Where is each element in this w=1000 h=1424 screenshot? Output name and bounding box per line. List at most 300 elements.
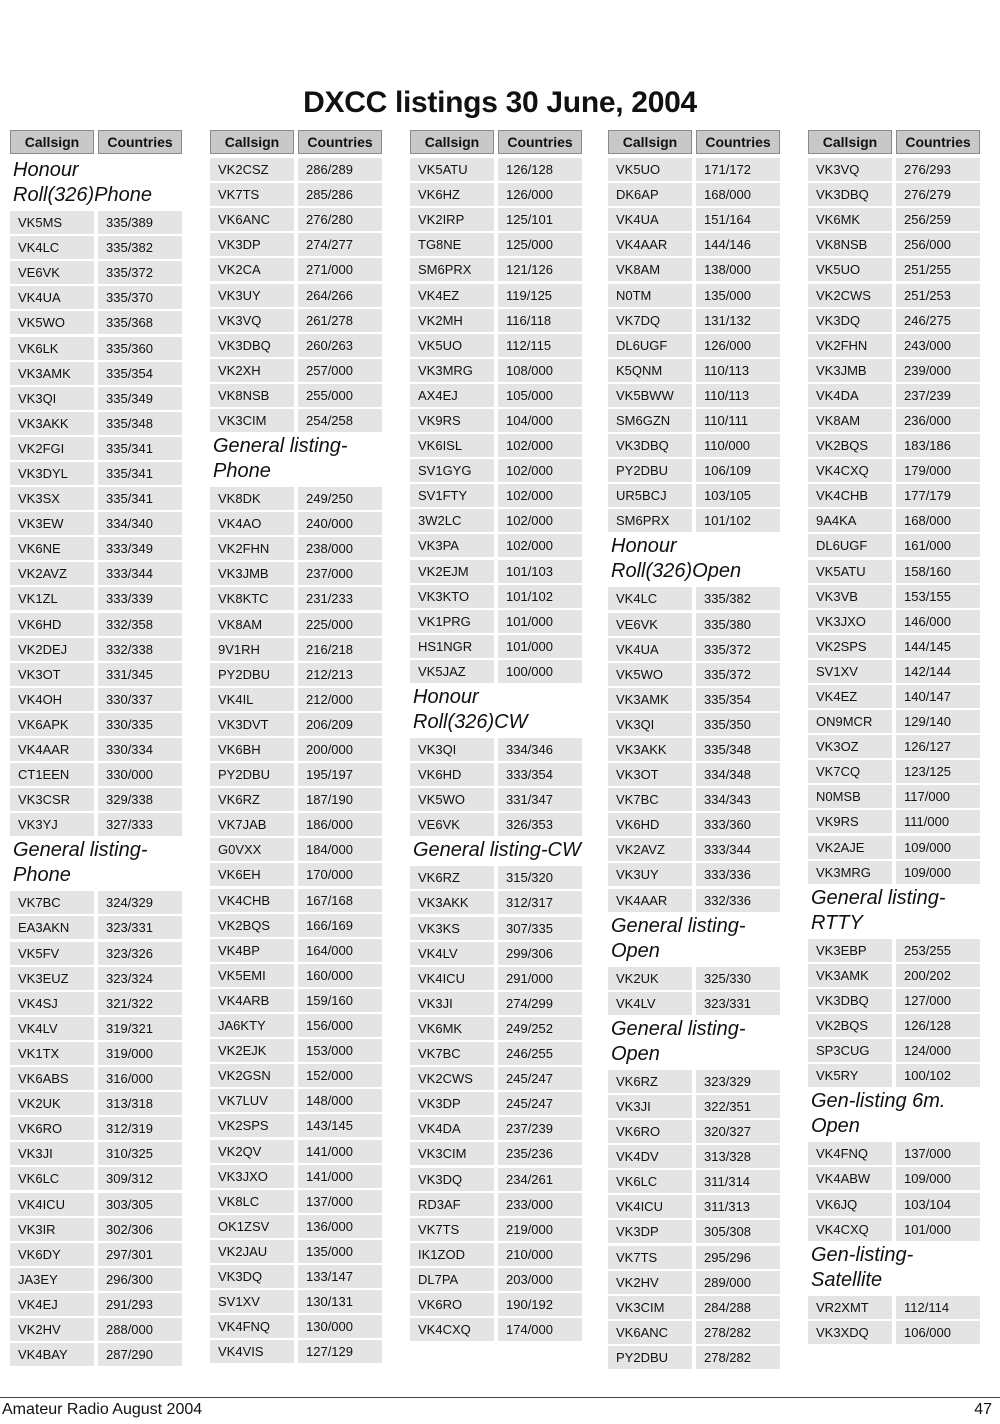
table-row: [410, 1267, 582, 1292]
table-row: [10, 1242, 182, 1267]
countries-cell: 333/354: [498, 763, 582, 786]
table-row: [608, 812, 780, 837]
countries-cell: 257/000: [298, 359, 382, 382]
table-row: [210, 837, 382, 862]
countries-cell: 333/360: [696, 813, 780, 836]
callsign-cell: VK2SPS: [808, 635, 892, 658]
callsign-cell: VK6LC: [10, 1167, 94, 1190]
section-heading: General listing-CW: [413, 839, 581, 862]
countries-cell: 110/113: [696, 384, 780, 407]
table-row: [808, 207, 980, 232]
countries-cell: 203/000: [498, 1268, 582, 1291]
table-row: [10, 966, 182, 991]
table-row: [210, 888, 382, 913]
countries-cell: 144/145: [896, 635, 980, 658]
callsign-cell: N0TM: [608, 284, 692, 307]
callsign-cell: VK6HZ: [410, 183, 494, 206]
callsign-cell: VK3KTO: [410, 585, 494, 608]
table-row: [410, 1066, 582, 1091]
callsign-cell: VK2BQS: [808, 434, 892, 457]
countries-cell: 335/349: [98, 387, 182, 410]
footer-publication: Amateur Radio August 2004: [2, 1401, 203, 1418]
table-row: [608, 232, 780, 257]
callsign-cell: VK7DQ: [608, 309, 692, 332]
table-row: [10, 787, 182, 812]
countries-cell: 335/389: [98, 211, 182, 234]
countries-cell: 333/336: [696, 863, 780, 886]
countries-cell: 334/340: [98, 512, 182, 535]
countries-cell: 335/354: [98, 362, 182, 385]
countries-cell: 335/368: [98, 311, 182, 334]
callsign-cell: VK6EH: [210, 863, 294, 886]
countries-cell: 140/147: [896, 685, 980, 708]
table-row: [608, 282, 780, 307]
countries-cell: 276/293: [896, 158, 980, 181]
table-row: [10, 1141, 182, 1166]
table-row: [808, 282, 980, 307]
countries-cell: 121/126: [498, 258, 582, 281]
table-row: [410, 383, 582, 408]
table-row: [608, 1144, 780, 1169]
callsign-cell: VK4FNQ: [808, 1142, 892, 1165]
countries-cell: 126/128: [498, 158, 582, 181]
countries-cell: 274/277: [298, 233, 382, 256]
countries-cell: 260/263: [298, 334, 382, 357]
countries-cell: 146/000: [896, 610, 980, 633]
table-row: [608, 637, 780, 662]
column-header: [210, 130, 382, 154]
callsign-cell: VK4VIS: [210, 1340, 294, 1363]
table-row: [210, 787, 382, 812]
countries-cell: 321/322: [98, 992, 182, 1015]
callsign-cell: VK7BC: [608, 788, 692, 811]
callsign-cell: VK6BH: [210, 738, 294, 761]
countries-cell: 101/000: [896, 1218, 980, 1241]
countries-cell: 130/000: [298, 1315, 382, 1338]
countries-cell: 101/103: [498, 560, 582, 583]
callsign-cell: VK3DQ: [410, 1168, 494, 1191]
countries-cell: 127/129: [298, 1340, 382, 1363]
countries-cell: 264/266: [298, 284, 382, 307]
callsign-cell: VK3DQ: [808, 309, 892, 332]
countries-cell: 187/190: [298, 788, 382, 811]
callsign-cell: VK6NE: [10, 537, 94, 560]
countries-cell: 295/296: [696, 1246, 780, 1269]
callsign-cell: VK2AJE: [808, 836, 892, 859]
table-row: [608, 182, 780, 207]
callsign-cell: VK4CXQ: [808, 459, 892, 482]
countries-cell: 246/255: [498, 1042, 582, 1065]
callsign-cell: VK3AKK: [410, 891, 494, 914]
table-row: [608, 991, 780, 1016]
callsign-cell: VK4CHB: [808, 484, 892, 507]
countries-cell: 104/000: [498, 409, 582, 432]
table-row: [410, 787, 582, 812]
callsign-cell: VK6RZ: [608, 1070, 692, 1093]
table-row: [608, 508, 780, 533]
table-row: [808, 308, 980, 333]
callsign-cell: VK6LK: [10, 337, 94, 360]
callsign-cell: ON9MCR: [808, 710, 892, 733]
callsign-cell: VK4SJ: [10, 992, 94, 1015]
countries-cell: 170/000: [298, 863, 382, 886]
callsign-cell: VK2FGI: [10, 437, 94, 460]
table-row: [210, 308, 382, 333]
table-row: [808, 559, 980, 584]
table-row: [410, 508, 582, 533]
countries-cell: 190/192: [498, 1293, 582, 1316]
callsign-cell: VK3DP: [410, 1092, 494, 1115]
table-row: [210, 1239, 382, 1264]
countries-cell: 323/331: [98, 916, 182, 939]
countries-cell: 141/000: [298, 1140, 382, 1163]
table-row: [210, 1264, 382, 1289]
callsign-cell: VK6HD: [410, 763, 494, 786]
countries-cell: 296/300: [98, 1268, 182, 1291]
callsign-cell: VK6ABS: [10, 1067, 94, 1090]
callsign-cell: VK3DP: [608, 1220, 692, 1243]
callsign-cell: VR2XMT: [808, 1296, 892, 1319]
table-row: [410, 157, 582, 182]
table-row: [10, 890, 182, 915]
listing-column: [410, 130, 582, 1342]
table-row: [10, 737, 182, 762]
table-row: [410, 533, 582, 558]
callsign-cell: VK3EBP: [808, 939, 892, 962]
countries-cell: 116/118: [498, 309, 582, 332]
countries-cell: 253/255: [896, 939, 980, 962]
callsign-cell: SV1XV: [210, 1290, 294, 1313]
callsign-cell: VK6APK: [10, 713, 94, 736]
table-row: [608, 1345, 780, 1370]
callsign-cell: VK4DA: [410, 1117, 494, 1140]
countries-cell: 109/000: [896, 836, 980, 859]
countries-cell: 126/000: [696, 334, 780, 357]
countries-cell: 333/344: [98, 562, 182, 585]
table-row: [10, 1016, 182, 1041]
table-row: [210, 963, 382, 988]
countries-cell: 234/261: [498, 1168, 582, 1191]
section-heading: Gen-listing-Satellite: [811, 1243, 914, 1291]
callsign-cell: VK4LC: [608, 587, 692, 610]
table-row: [608, 483, 780, 508]
table-row: [808, 1013, 980, 1038]
countries-cell: 137/000: [298, 1190, 382, 1213]
countries-cell: 124/000: [896, 1039, 980, 1062]
countries-cell: 164/000: [298, 939, 382, 962]
column-header: [608, 130, 780, 154]
callsign-cell: DL6UGF: [808, 534, 892, 557]
callsign-cell: PY2DBU: [210, 663, 294, 686]
table-row: [210, 988, 382, 1013]
countries-cell: 323/329: [696, 1070, 780, 1093]
table-row: [808, 458, 980, 483]
countries-cell: 335/382: [98, 236, 182, 259]
table-row: [10, 1166, 182, 1191]
callsign-cell: VK2MH: [410, 309, 494, 332]
listing-column: [608, 130, 780, 1370]
callsign-cell: TG8NE: [410, 233, 494, 256]
callsign-cell: VK3SX: [10, 487, 94, 510]
countries-cell: 152/000: [298, 1064, 382, 1087]
callsign-cell: VK3CIM: [210, 409, 294, 432]
callsign-cell: VK3JMB: [808, 359, 892, 382]
callsign-cell: VK4IL: [210, 688, 294, 711]
table-row: [608, 586, 780, 611]
callsign-cell: VK2AVZ: [10, 562, 94, 585]
table-row: [808, 483, 980, 508]
countries-cell: 311/314: [696, 1170, 780, 1193]
countries-cell: 102/000: [498, 534, 582, 557]
countries-cell: 278/282: [696, 1346, 780, 1369]
table-row: [410, 762, 582, 787]
callsign-cell: VK4CXQ: [410, 1318, 494, 1341]
table-row: [210, 938, 382, 963]
header-callsign: Callsign: [608, 130, 692, 154]
countries-cell: 219/000: [498, 1218, 582, 1241]
callsign-cell: VK1TX: [10, 1042, 94, 1065]
callsign-cell: VK5UO: [410, 334, 494, 357]
callsign-cell: VK3YJ: [10, 813, 94, 836]
callsign-cell: VK3XDQ: [808, 1321, 892, 1344]
countries-cell: 245/247: [498, 1092, 582, 1115]
callsign-cell: VK4ICU: [410, 967, 494, 990]
table-row: [10, 386, 182, 411]
countries-cell: 125/000: [498, 233, 582, 256]
callsign-cell: VK2CWS: [410, 1067, 494, 1090]
countries-cell: 332/358: [98, 613, 182, 636]
countries-cell: 106/109: [696, 459, 780, 482]
countries-cell: 326/353: [498, 813, 582, 836]
table-row: [210, 1013, 382, 1038]
table-row: [210, 1138, 382, 1163]
callsign-cell: VK8AM: [808, 409, 892, 432]
countries-cell: 105/000: [498, 384, 582, 407]
section-heading: Honour Roll(326)CW: [413, 685, 528, 733]
callsign-cell: VK2UK: [608, 967, 692, 990]
callsign-cell: SV1FTY: [410, 484, 494, 507]
header-countries: Countries: [498, 130, 582, 154]
table-row: [210, 282, 382, 307]
callsign-cell: VK2XH: [210, 359, 294, 382]
callsign-cell: PY2DBU: [608, 459, 692, 482]
countries-cell: 231/233: [298, 587, 382, 610]
table-row: [210, 762, 382, 787]
table-row: [10, 612, 182, 637]
countries-cell: 109/000: [896, 1167, 980, 1190]
table-row: [608, 1194, 780, 1219]
callsign-cell: VE6VK: [410, 813, 494, 836]
callsign-cell: VK7JAB: [210, 813, 294, 836]
callsign-cell: VK2DEJ: [10, 638, 94, 661]
callsign-cell: VK5MS: [10, 211, 94, 234]
table-row: [10, 411, 182, 436]
countries-cell: 100/102: [896, 1064, 980, 1087]
countries-cell: 156/000: [298, 1014, 382, 1037]
table-row: [10, 210, 182, 235]
table-row: [808, 1166, 980, 1191]
countries-cell: 235/236: [498, 1142, 582, 1165]
callsign-cell: VK7BC: [10, 891, 94, 914]
table-row: [10, 536, 182, 561]
countries-cell: 331/345: [98, 663, 182, 686]
table-row: [608, 408, 780, 433]
table-row: [410, 659, 582, 684]
callsign-cell: VK4UA: [608, 208, 692, 231]
table-row: [210, 812, 382, 837]
callsign-cell: VK9RS: [808, 810, 892, 833]
countries-cell: 144/146: [696, 233, 780, 256]
table-row: [608, 458, 780, 483]
callsign-cell: VK3DBQ: [608, 434, 692, 457]
callsign-cell: VK3CIM: [410, 1142, 494, 1165]
table-row: [410, 1192, 582, 1217]
table-row: [608, 1270, 780, 1295]
callsign-cell: VK2HV: [608, 1271, 692, 1294]
countries-cell: 307/335: [498, 917, 582, 940]
countries-cell: 184/000: [298, 838, 382, 861]
callsign-cell: VK3VQ: [808, 158, 892, 181]
callsign-cell: VK5FV: [10, 942, 94, 965]
header-countries: Countries: [696, 130, 780, 154]
table-row: [210, 157, 382, 182]
countries-cell: 302/306: [98, 1218, 182, 1241]
callsign-cell: VK4CXQ: [808, 1218, 892, 1241]
column-header: [410, 130, 582, 154]
countries-cell: 151/164: [696, 208, 780, 231]
callsign-cell: VK3VB: [808, 585, 892, 608]
table-row: [608, 1320, 780, 1345]
table-row: [808, 860, 980, 885]
countries-cell: 101/000: [498, 635, 582, 658]
callsign-cell: VK4CHB: [210, 889, 294, 912]
countries-cell: 335/372: [98, 261, 182, 284]
callsign-cell: VK5WO: [10, 311, 94, 334]
table-row: [410, 890, 582, 915]
callsign-cell: VK4ICU: [10, 1193, 94, 1216]
callsign-cell: JA6KTY: [210, 1014, 294, 1037]
table-row: [808, 433, 980, 458]
countries-cell: 286/289: [298, 158, 382, 181]
table-row: [608, 762, 780, 787]
section-heading: General listing-Open: [611, 1017, 746, 1065]
callsign-cell: VK5UO: [808, 258, 892, 281]
countries-cell: 320/327: [696, 1120, 780, 1143]
countries-cell: 186/000: [298, 813, 382, 836]
countries-cell: 311/313: [696, 1195, 780, 1218]
table-row: [808, 963, 980, 988]
table-row: [210, 1214, 382, 1239]
table-row: [210, 536, 382, 561]
table-row: [10, 762, 182, 787]
countries-cell: 138/000: [696, 258, 780, 281]
countries-cell: 312/319: [98, 1117, 182, 1140]
table-row: [210, 511, 382, 536]
table-row: [10, 436, 182, 461]
table-row: [608, 433, 780, 458]
table-row: [608, 1119, 780, 1144]
table-row: [608, 1244, 780, 1269]
callsign-cell: VK2CWS: [808, 284, 892, 307]
table-row: [210, 662, 382, 687]
table-row: [410, 812, 582, 837]
countries-cell: 315/320: [498, 866, 582, 889]
countries-cell: 299/306: [498, 942, 582, 965]
table-row: [608, 358, 780, 383]
table-row: [10, 335, 182, 360]
countries-cell: 322/351: [696, 1095, 780, 1118]
callsign-cell: 9A4KA: [808, 509, 892, 532]
callsign-cell: VK3QI: [608, 713, 692, 736]
callsign-cell: VK8NSB: [808, 233, 892, 256]
header-callsign: Callsign: [10, 130, 94, 154]
table-row: [410, 483, 582, 508]
countries-cell: 335/348: [98, 412, 182, 435]
table-row: [410, 865, 582, 890]
callsign-cell: VK3CSR: [10, 788, 94, 811]
table-row: [608, 712, 780, 737]
callsign-cell: VK4LV: [10, 1017, 94, 1040]
footer-page-number: 47: [974, 1401, 992, 1418]
table-row: [608, 1169, 780, 1194]
countries-cell: 276/279: [896, 183, 980, 206]
countries-cell: 312/317: [498, 891, 582, 914]
countries-cell: 123/125: [896, 760, 980, 783]
countries-cell: 249/252: [498, 1017, 582, 1040]
callsign-cell: VK5ATU: [808, 560, 892, 583]
table-row: [808, 835, 980, 860]
table-row: [608, 333, 780, 358]
callsign-cell: VK4EJ: [10, 1293, 94, 1316]
table-row: [410, 634, 582, 659]
table-row: [10, 1041, 182, 1066]
table-row: [608, 612, 780, 637]
table-row: [410, 916, 582, 941]
table-row: [10, 1317, 182, 1342]
countries-cell: 245/247: [498, 1067, 582, 1090]
table-row: [608, 966, 780, 991]
table-row: [608, 687, 780, 712]
table-row: [608, 207, 780, 232]
countries-cell: 334/343: [696, 788, 780, 811]
header-countries: Countries: [298, 130, 382, 154]
callsign-cell: VK3DP: [210, 233, 294, 256]
callsign-cell: VK3OT: [10, 663, 94, 686]
countries-cell: 325/330: [696, 967, 780, 990]
table-row: [410, 232, 582, 257]
table-row: [210, 232, 382, 257]
table-row: [608, 257, 780, 282]
callsign-cell: 9V1RH: [210, 638, 294, 661]
callsign-cell: SM6PRX: [608, 509, 692, 532]
callsign-cell: VK3DQ: [210, 1265, 294, 1288]
header-callsign: Callsign: [808, 130, 892, 154]
callsign-cell: VK3JXO: [808, 610, 892, 633]
table-row: [808, 1191, 980, 1216]
callsign-cell: VK3QI: [10, 387, 94, 410]
callsign-cell: VK2EJK: [210, 1039, 294, 1062]
countries-cell: 323/331: [696, 992, 780, 1015]
countries-cell: 291/293: [98, 1293, 182, 1316]
callsign-cell: VK6LC: [608, 1170, 692, 1193]
countries-cell: 212/213: [298, 663, 382, 686]
table-row: [808, 684, 980, 709]
callsign-cell: VE6VK: [10, 261, 94, 284]
callsign-cell: UR5BCJ: [608, 484, 692, 507]
table-row: [608, 383, 780, 408]
countries-cell: 335/341: [98, 462, 182, 485]
table-row: [608, 1094, 780, 1119]
